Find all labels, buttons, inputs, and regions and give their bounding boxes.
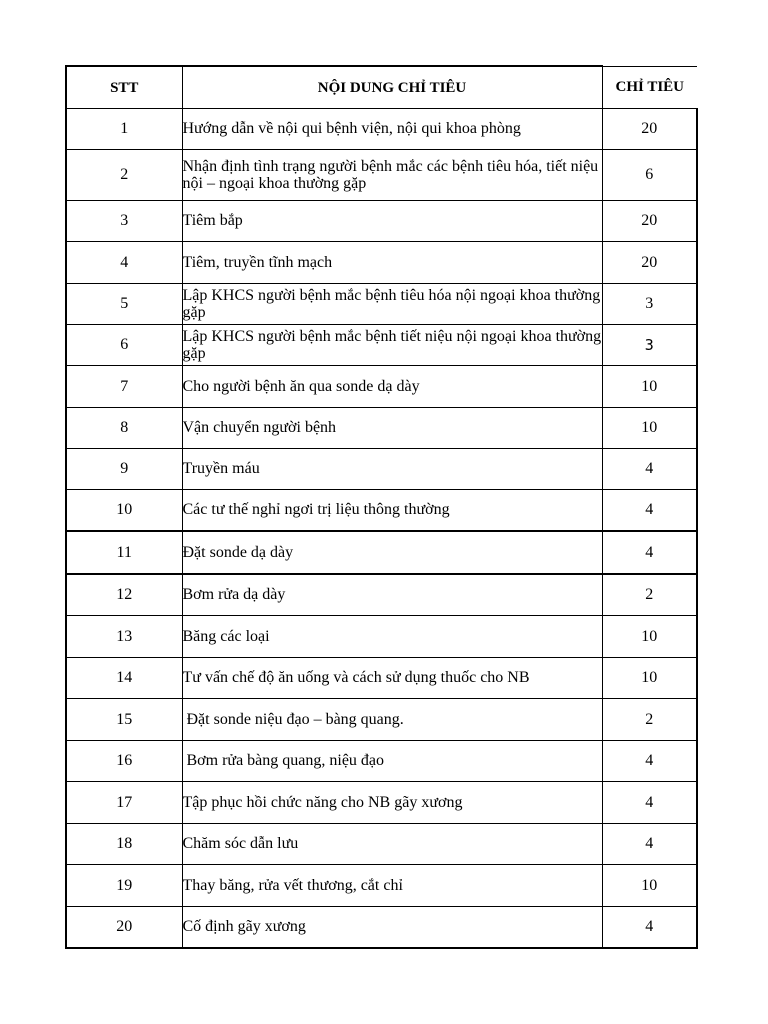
row-target: 10 — [602, 865, 697, 907]
row-content: Tiêm bắp — [182, 201, 602, 242]
row-stt: 7 — [66, 366, 182, 408]
row-content: Tiêm, truyền tĩnh mạch — [182, 242, 602, 284]
row-stt: 2 — [66, 150, 182, 201]
table-row — [66, 150, 697, 201]
row-target: 2 — [602, 574, 697, 616]
target-table — [65, 65, 698, 949]
row-stt: 5 — [66, 284, 182, 325]
header-content: NỘI DUNG CHỈ TIÊU — [182, 66, 602, 109]
row-stt: 12 — [66, 574, 182, 616]
table-row — [66, 865, 697, 907]
row-stt: 18 — [66, 824, 182, 865]
row-target: 4 — [602, 490, 697, 532]
row-content-text: Lập KHCS người bệnh mắc bệnh tiết niệu nội ngoại khoa thường gặp — [182, 328, 602, 362]
table-row — [66, 782, 697, 824]
row-stt: 15 — [66, 699, 182, 741]
row-target: 4 — [602, 824, 697, 865]
row-stt: 8 — [66, 408, 182, 449]
row-target: 20 — [602, 109, 697, 150]
row-content-text: Nhận định tình trạng người bệnh mắc các bệnh tiêu hóa, tiết niệu nội – ngoại khoa thường gặp — [182, 158, 599, 192]
row-content: Thay băng, rửa vết thương, cắt chỉ — [182, 865, 602, 907]
row-content: Cố định gãy xương — [182, 907, 602, 949]
row-target: 4 — [602, 741, 697, 782]
row-target: 10 — [602, 658, 697, 699]
row-target: 10 — [602, 616, 697, 658]
table-row — [66, 449, 697, 490]
table-row — [66, 325, 697, 366]
row-stt: 20 — [66, 907, 182, 949]
row-content: Đặt sonde niệu đạo – bàng quang. — [182, 699, 602, 741]
table-row — [66, 408, 697, 449]
table-row — [66, 201, 697, 242]
row-stt: 11 — [66, 531, 182, 574]
row-content: Bơm rửa bàng quang, niệu đạo — [182, 741, 602, 782]
table-row — [66, 741, 697, 782]
row-content — [182, 150, 602, 201]
table-row — [66, 616, 697, 658]
row-stt: 13 — [66, 616, 182, 658]
row-content — [182, 284, 602, 325]
row-content: Các tư thế nghỉ ngơi trị liệu thông thường — [182, 490, 602, 532]
row-target: 4 — [602, 907, 697, 949]
row-stt: 6 — [66, 325, 182, 366]
table-row — [66, 699, 697, 741]
table-row — [66, 907, 697, 949]
row-content: Vận chuyển người bệnh — [182, 408, 602, 449]
row-content: Chăm sóc dẫn lưu — [182, 824, 602, 865]
table-row — [66, 490, 697, 532]
header-stt: STT — [66, 66, 182, 109]
table-row — [66, 574, 697, 616]
row-content — [182, 325, 602, 366]
table-row — [66, 284, 697, 325]
row-content: Cho người bệnh ăn qua sonde dạ dày — [182, 366, 602, 408]
header-target: CHỈ TIÊU — [602, 66, 697, 109]
table-row — [66, 531, 697, 574]
row-content: Tư vấn chế độ ăn uống và cách sử dụng thuốc cho NB — [182, 658, 602, 699]
row-content: Tập phục hồi chức năng cho NB gãy xương — [182, 782, 602, 824]
row-target: 4 — [602, 449, 697, 490]
row-stt: 1 — [66, 109, 182, 150]
table-row — [66, 242, 697, 284]
row-target: 4 — [602, 782, 697, 824]
row-content: Băng các loại — [182, 616, 602, 658]
row-stt: 4 — [66, 242, 182, 284]
row-stt: 19 — [66, 865, 182, 907]
row-target: 3 — [602, 284, 697, 325]
table-row — [66, 824, 697, 865]
row-target: 4 — [602, 531, 697, 574]
row-content: Truyền máu — [182, 449, 602, 490]
row-stt: 14 — [66, 658, 182, 699]
table-row — [66, 109, 697, 150]
row-target: 6 — [602, 150, 697, 201]
row-target: 20 — [602, 242, 697, 284]
row-target: 10 — [602, 408, 697, 449]
row-target-value: 3 — [644, 335, 654, 354]
row-content: Bơm rửa dạ dày — [182, 574, 602, 616]
header-row — [66, 66, 697, 109]
row-target — [602, 325, 697, 366]
row-target: 20 — [602, 201, 697, 242]
row-target: 2 — [602, 699, 697, 741]
row-content: Đặt sonde dạ dày — [182, 531, 602, 574]
row-stt: 10 — [66, 490, 182, 532]
row-stt: 3 — [66, 201, 182, 242]
row-stt: 9 — [66, 449, 182, 490]
row-content-text: Lập KHCS người bệnh mắc bệnh tiêu hóa nội ngoại khoa thường gặp — [182, 287, 601, 321]
table-row — [66, 366, 697, 408]
row-stt: 16 — [66, 741, 182, 782]
table-row — [66, 658, 697, 699]
row-stt: 17 — [66, 782, 182, 824]
row-target: 10 — [602, 366, 697, 408]
row-content: Hướng dẫn về nội qui bệnh viện, nội qui khoa phòng — [182, 109, 602, 150]
